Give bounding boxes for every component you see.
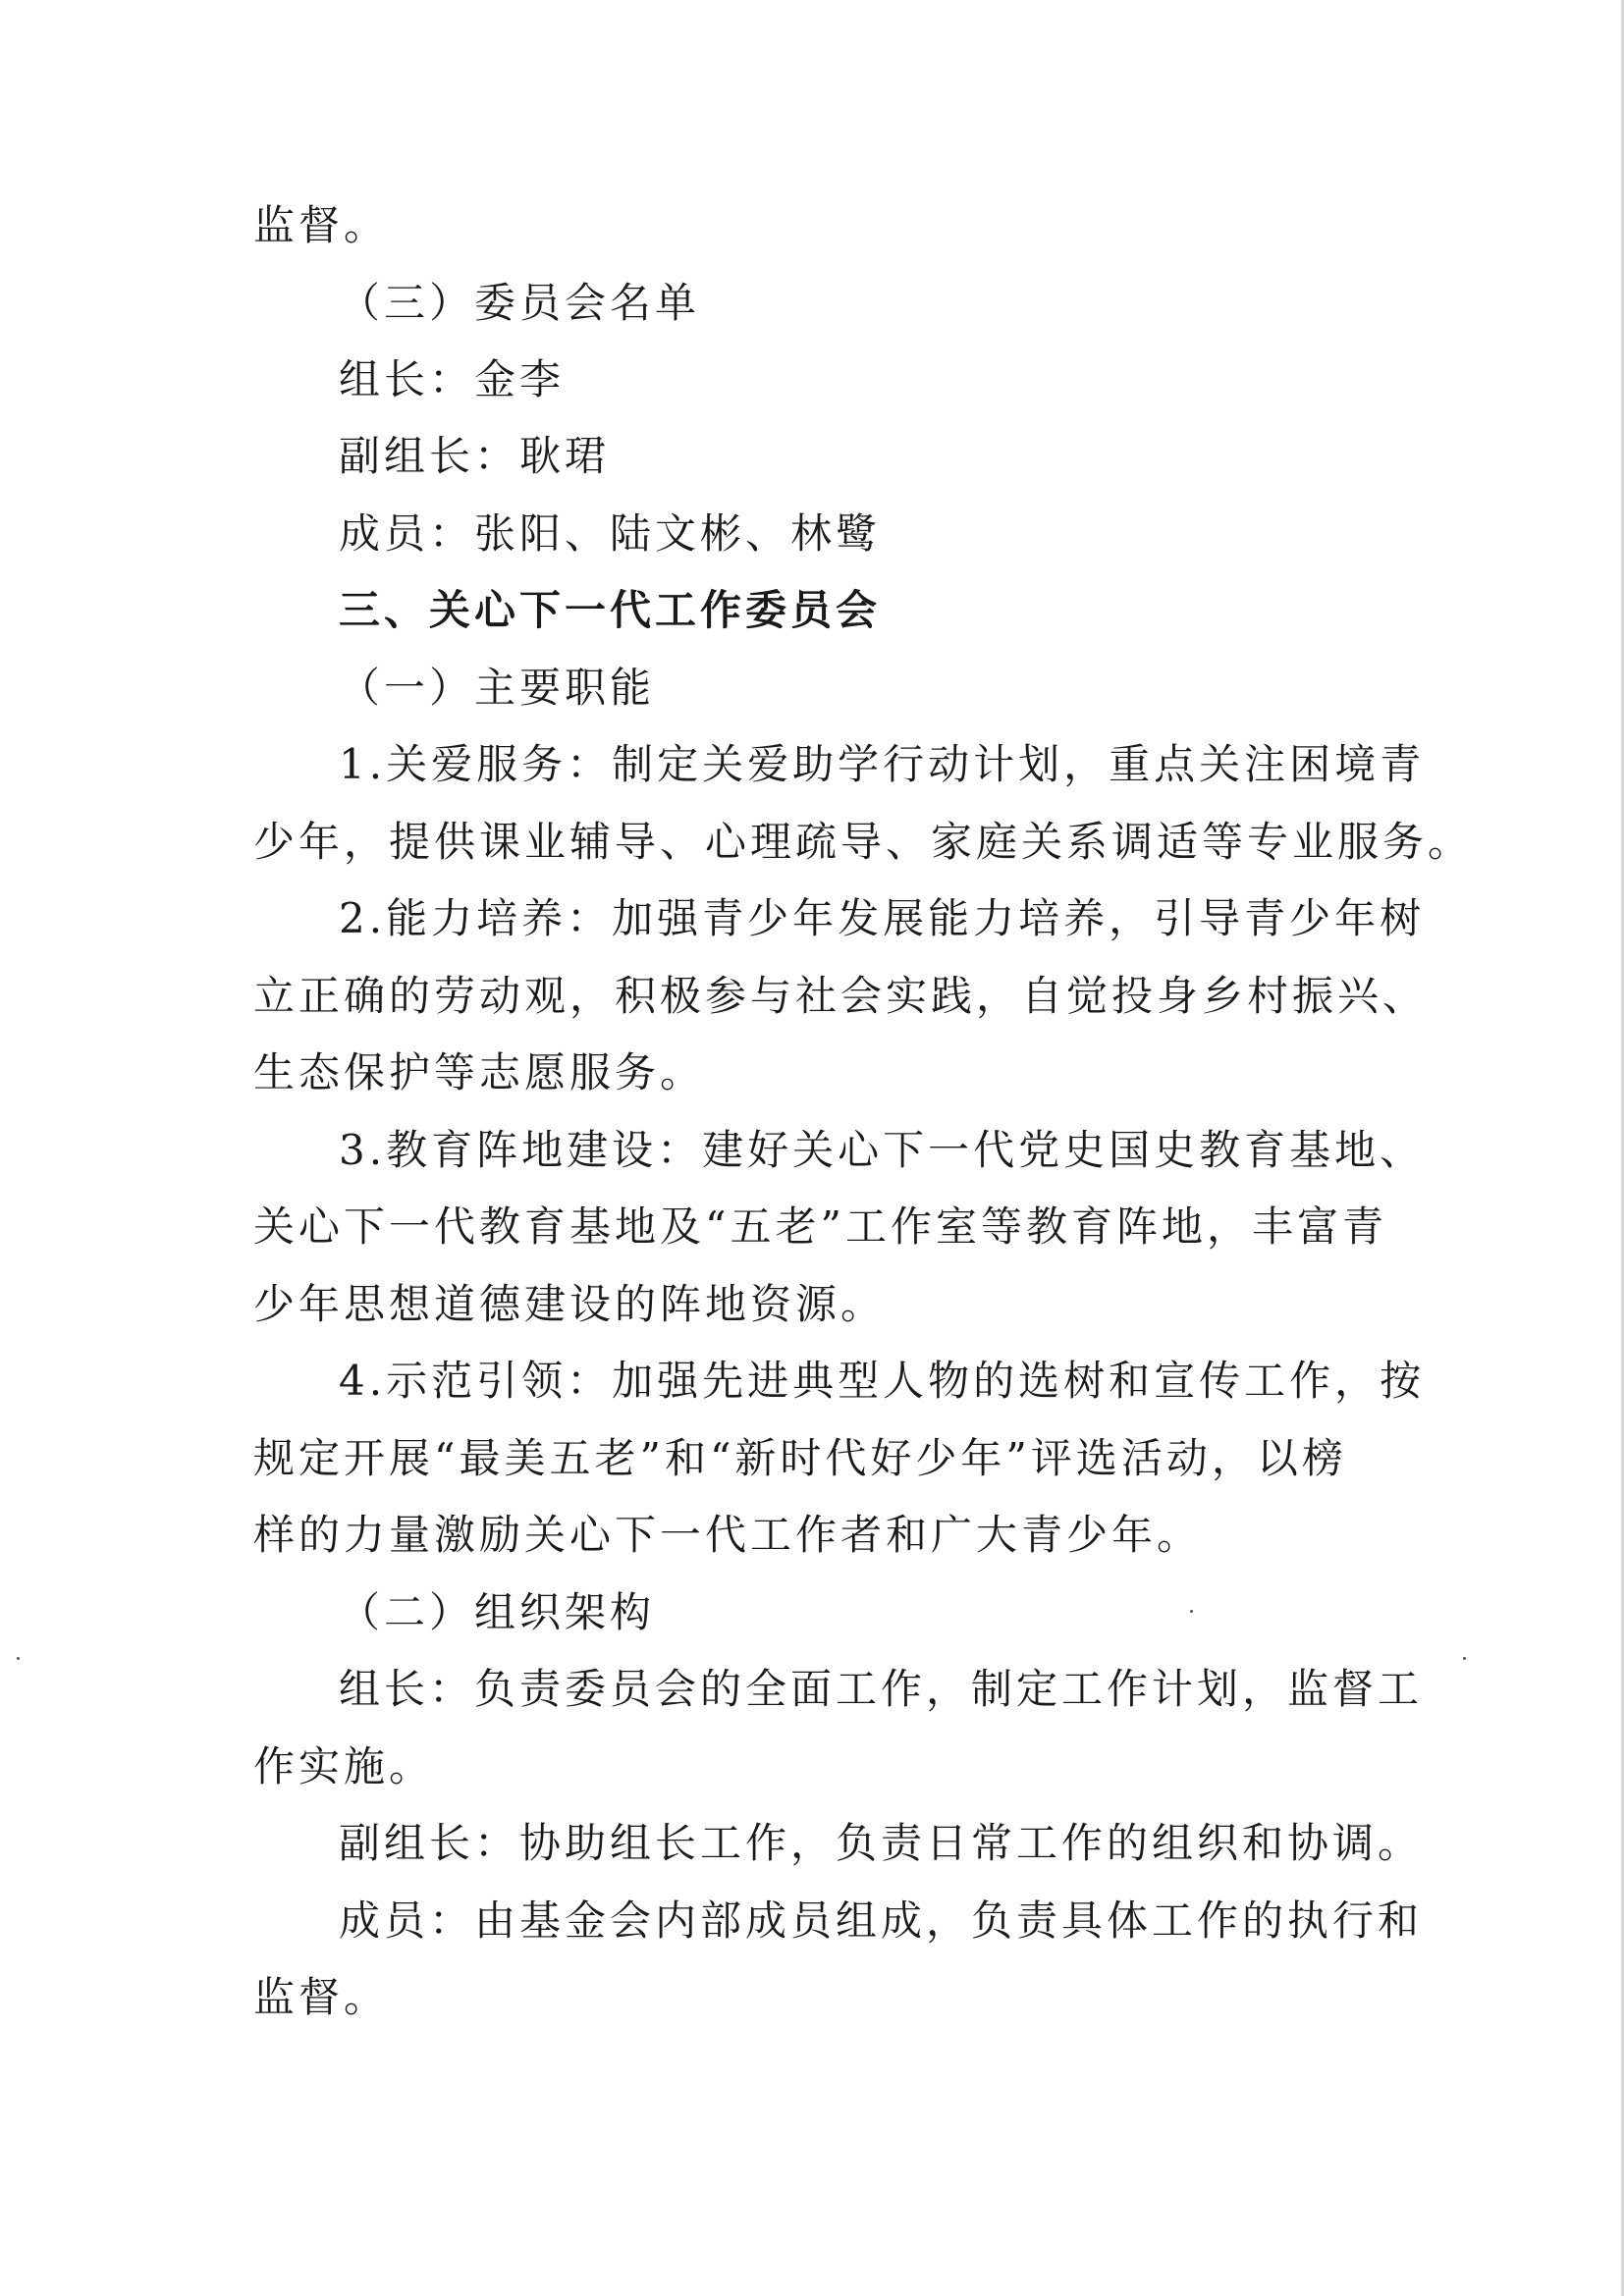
list-item-members: 成员：张阳、陆文彬、林鹭 [339,509,882,558]
paragraph-line: 样的力量激励关心下一代工作者和广大青少年。 [253,1511,1203,1559]
paragraph-line: 少年思想道德建设的阵地资源。 [253,1280,887,1328]
paragraph-line: 立正确的劳动观，积极参与社会实践，自觉投身乡村振兴、 [253,972,1429,1020]
section-heading-three: 三、关心下一代工作委员会 [339,586,882,634]
scan-speck [1463,1657,1466,1660]
paragraph-line: 规定开展“最美五老”和“新时代好少年”评选活动，以榜 [253,1434,1347,1482]
paragraph-line: 1.关爱服务：制定关爱助学行动计划，重点关注困境青 [339,740,1426,788]
paragraph-line: 关心下一代教育基地及“五老”工作室等教育阵地，丰富青 [253,1202,1387,1251]
paragraph-line: 副组长：协助组长工作，负责日常工作的组织和协调。 [339,1819,1424,1867]
paragraph-line: 作实施。 [253,1742,435,1790]
subsection-heading-org-structure: （二）组织架构 [339,1588,656,1636]
paragraph-line: 4.示范引领：加强先进典型人物的选树和宣传工作，按 [339,1357,1426,1405]
subsection-heading-committee-list: （三）委员会名单 [339,279,701,327]
paragraph-line: 少年，提供课业辅导、心理疏导、家庭关系调适等专业服务。 [253,818,1474,866]
subsection-heading-main-functions: （一）主要职能 [339,664,656,712]
paragraph-line: 监督。 [253,1973,390,2021]
paragraph-line: 组长：负责委员会的全面工作，制定工作计划，监督工 [339,1665,1424,1713]
paragraph-line: 3.教育阵地建设：建好关心下一代党史国史教育基地、 [339,1126,1426,1174]
paragraph-end-line: 监督。 [253,201,390,249]
scan-speck [1190,1610,1193,1613]
paragraph-line: 2.能力培养：加强青少年发展能力培养，引导青少年树 [339,894,1426,942]
paragraph-line: 生态保护等志愿服务。 [253,1048,706,1096]
list-item-leader: 组长：金李 [339,355,566,403]
paragraph-line: 成员：由基金会内部成员组成，负责具体工作的执行和 [339,1896,1424,1945]
scan-speck [17,1657,20,1660]
list-item-deputy-leader: 副组长：耿珺 [339,432,611,480]
